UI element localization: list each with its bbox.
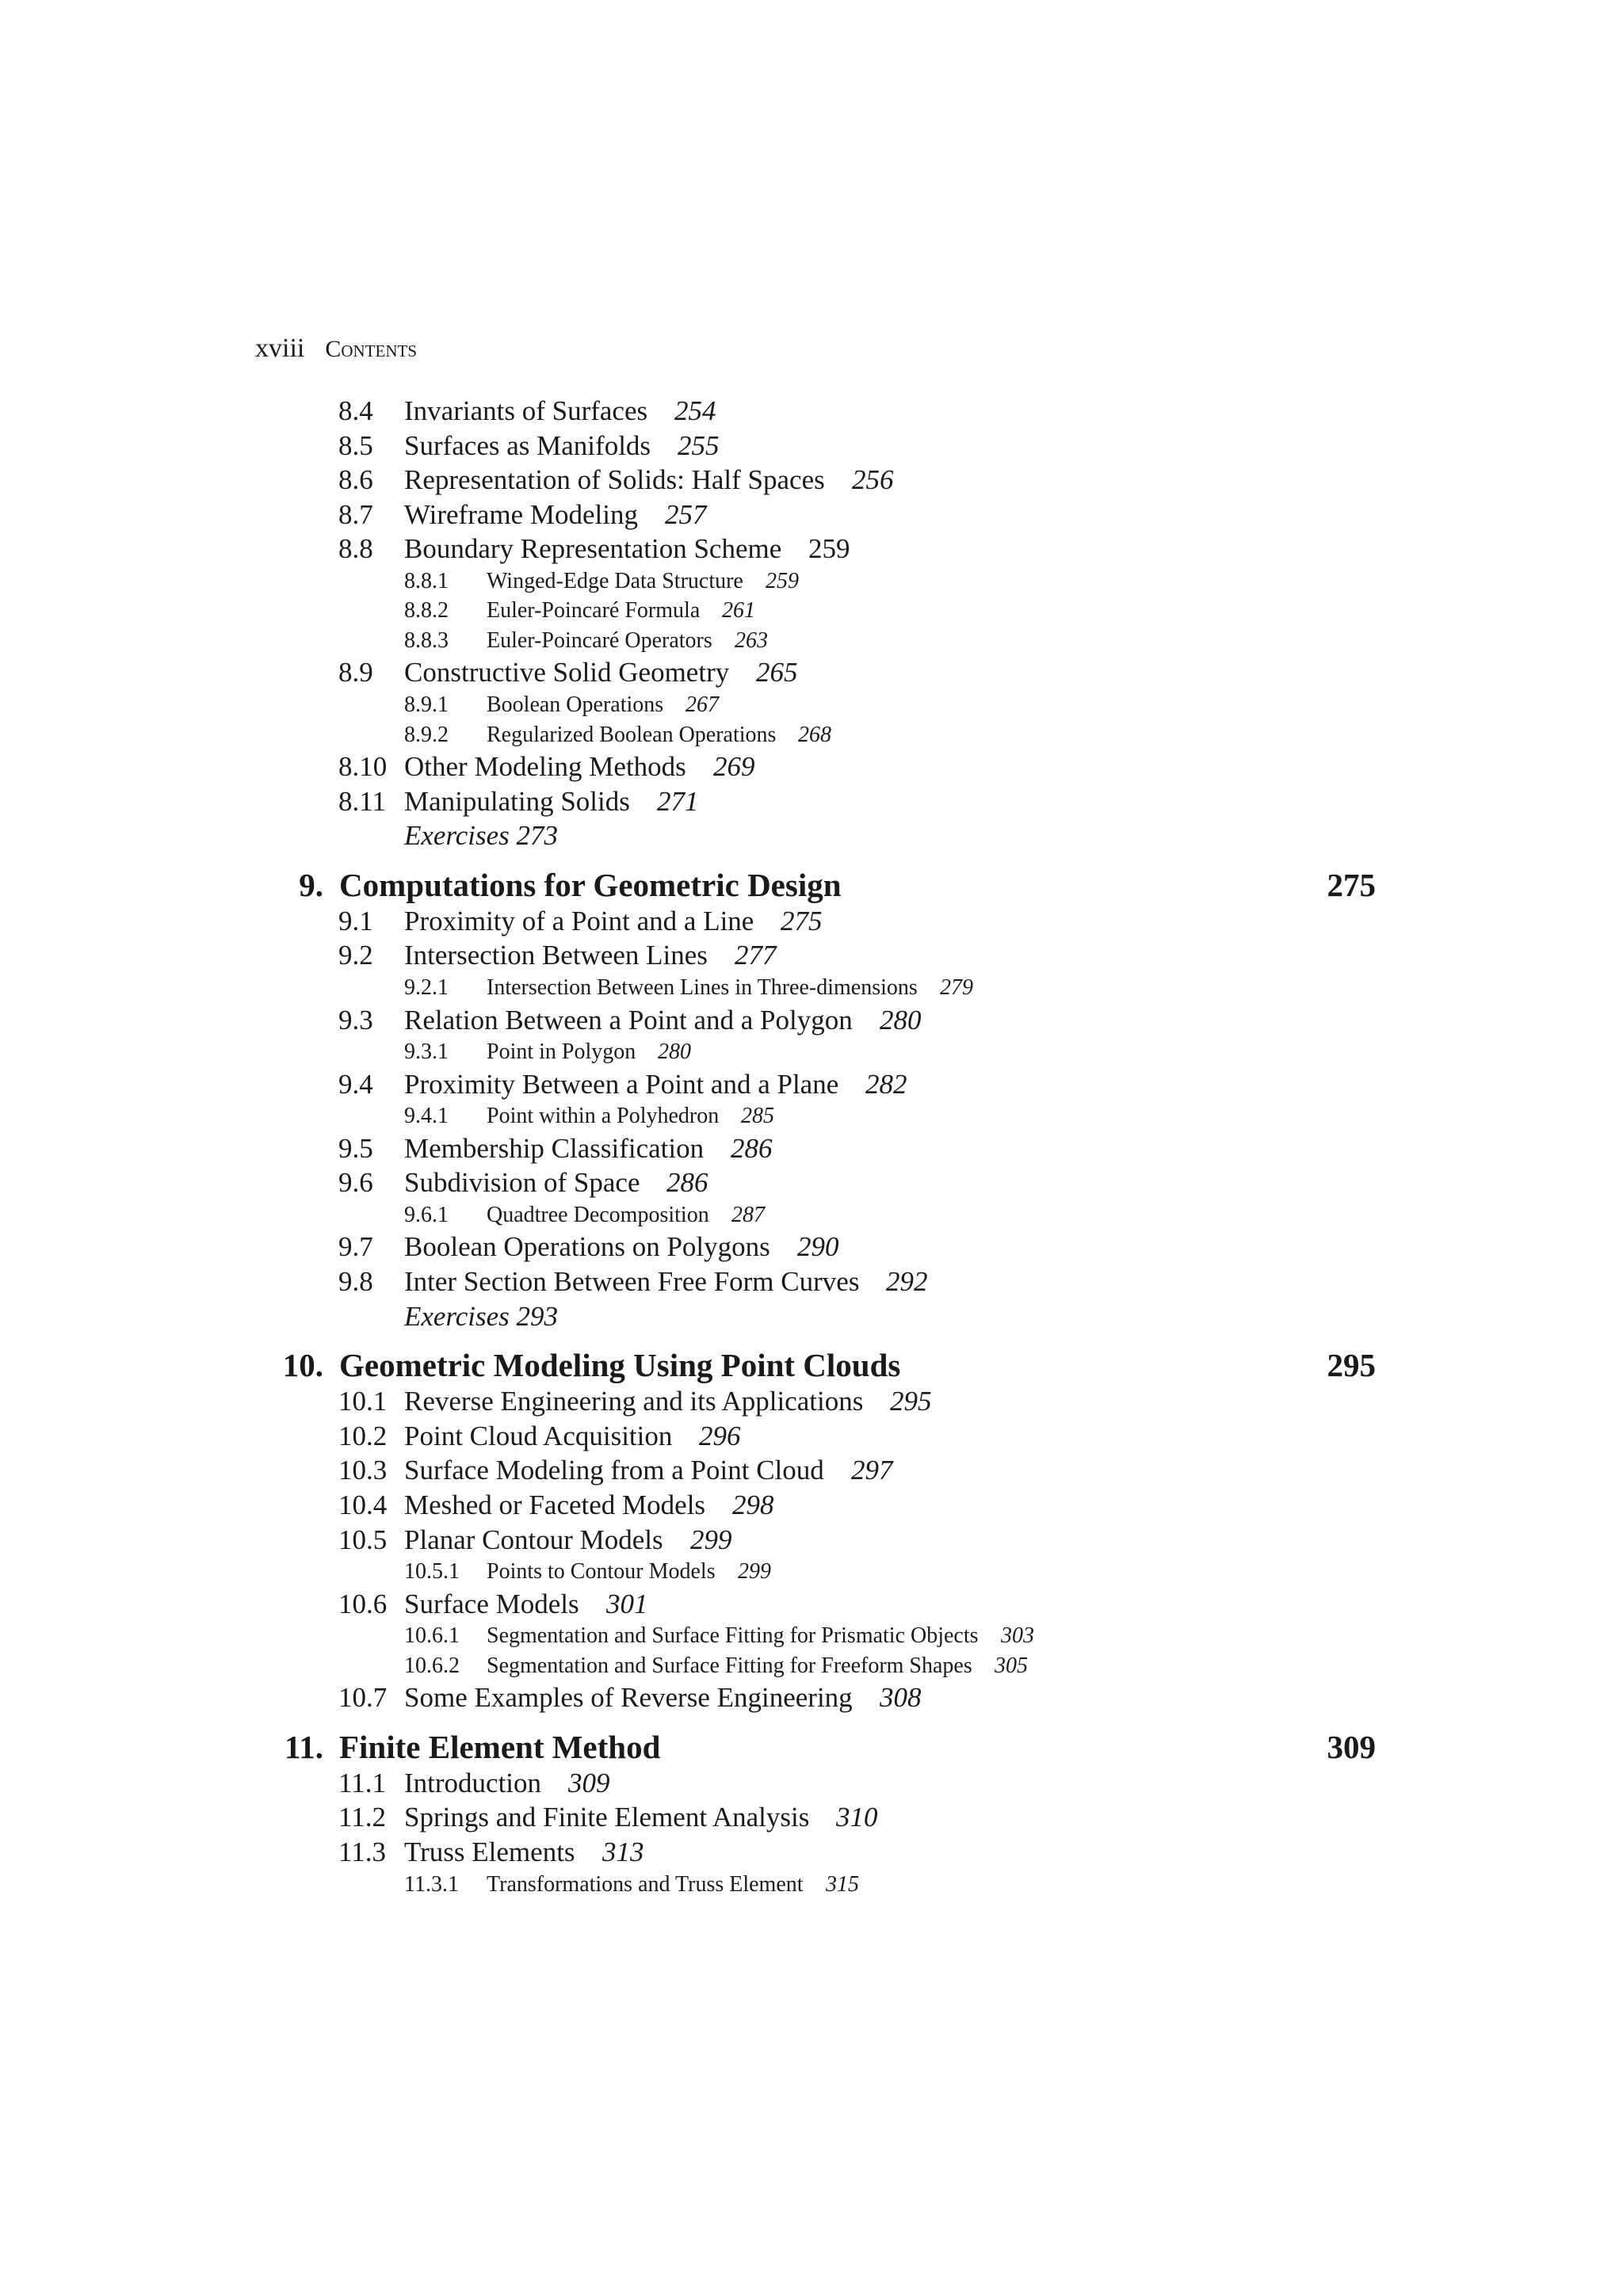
entry-number: 10.1 bbox=[338, 1386, 388, 1417]
toc-section bbox=[0, 1384, 1623, 1419]
entry-page: 282 bbox=[865, 1068, 907, 1100]
entry-page: 259 bbox=[766, 568, 799, 593]
toc-section bbox=[0, 498, 1623, 532]
entry-title: Intersection Between Lines bbox=[404, 940, 708, 971]
entry-title: Euler-Poincaré Formula bbox=[487, 598, 701, 624]
entry-number: 11.2 bbox=[338, 1802, 386, 1833]
entry-page: 268 bbox=[798, 722, 831, 747]
toc-subsection bbox=[0, 1621, 1623, 1651]
entry-page: 308 bbox=[880, 1682, 922, 1714]
entry-page: 313 bbox=[602, 1836, 644, 1868]
entry-page: 256 bbox=[852, 464, 894, 496]
entry-title: Some Examples of Reverse Engineering bbox=[404, 1682, 853, 1714]
entry-page: 279 bbox=[940, 975, 973, 1001]
entry-title: Boundary Representation Scheme bbox=[404, 533, 782, 565]
entry-title: Euler-Poincaré Operators bbox=[487, 627, 712, 653]
toc-section bbox=[0, 429, 1623, 463]
entry-number: 8.10 bbox=[338, 751, 388, 783]
entry-title: Boolean Operations bbox=[487, 692, 664, 718]
toc-section bbox=[0, 1680, 1623, 1715]
entry-page: 287 bbox=[731, 1202, 765, 1227]
entry-page: 269 bbox=[713, 751, 755, 783]
toc-chapter bbox=[0, 866, 1623, 904]
entry-page: 254 bbox=[674, 395, 716, 426]
entry-page: 309 bbox=[568, 1767, 610, 1798]
chapter-title: Geometric Modeling Using Point Clouds bbox=[339, 1347, 901, 1384]
chapter-page: 275 bbox=[1327, 866, 1376, 903]
entry-page: 265 bbox=[756, 657, 798, 688]
toc-subsection bbox=[0, 1557, 1623, 1587]
toc-subsection bbox=[0, 1870, 1623, 1900]
entry-number: 8.9 bbox=[338, 657, 373, 688]
toc-subsection bbox=[0, 720, 1623, 750]
entry-title: Segmentation and Surface Fitting for Freeform Shapes bbox=[487, 1653, 972, 1678]
entry-title: Inter Section Between Free Form Curves bbox=[404, 1266, 860, 1297]
entry-page: 290 bbox=[797, 1231, 839, 1263]
entry-page: 271 bbox=[657, 785, 699, 817]
entry-number: 10.6.1 bbox=[404, 1623, 460, 1649]
entry-page: 263 bbox=[735, 627, 768, 653]
entry-title: Meshed or Faceted Models bbox=[404, 1489, 706, 1520]
entry-page: 301 bbox=[606, 1588, 648, 1619]
toc-section bbox=[0, 1230, 1623, 1264]
toc-section bbox=[0, 1264, 1623, 1299]
toc-subsection bbox=[0, 626, 1623, 656]
toc-subsection bbox=[0, 1651, 1623, 1681]
entry-title: Wireframe Modeling bbox=[404, 498, 639, 530]
entry-page: 261 bbox=[722, 598, 755, 624]
entry-title: Other Modeling Methods bbox=[404, 751, 686, 783]
entry-page: 296 bbox=[699, 1420, 741, 1451]
chapter-number: 11. bbox=[285, 1728, 323, 1765]
entry-number: 8.9.1 bbox=[404, 692, 449, 718]
entry-number: 10.3 bbox=[338, 1455, 388, 1486]
toc-section bbox=[0, 749, 1623, 784]
entry-number: 10.7 bbox=[338, 1682, 388, 1714]
entry-number: 8.6 bbox=[338, 464, 373, 496]
toc-section bbox=[0, 784, 1623, 819]
entry-title: Invariants of Surfaces bbox=[404, 395, 648, 426]
entry-title: Proximity of a Point and a Line bbox=[404, 905, 754, 936]
entry-number: 9.4 bbox=[338, 1068, 373, 1100]
toc-section bbox=[0, 394, 1623, 429]
entry-page: 286 bbox=[731, 1132, 773, 1164]
toc-chapter bbox=[0, 1728, 1623, 1766]
toc-subsection bbox=[0, 1101, 1623, 1131]
toc-section bbox=[0, 938, 1623, 973]
entry-number: 9.2.1 bbox=[404, 975, 449, 1001]
entry-title: Point Cloud Acquisition bbox=[404, 1420, 673, 1451]
entry-title: Surfaces as Manifolds bbox=[404, 429, 651, 461]
entry-title: Winged-Edge Data Structure bbox=[487, 568, 743, 593]
entry-title: Quadtree Decomposition bbox=[487, 1202, 709, 1227]
chapter-page: 309 bbox=[1327, 1728, 1376, 1765]
entry-title: Truss Elements bbox=[404, 1836, 575, 1868]
toc-section bbox=[0, 1067, 1623, 1102]
toc-subsection bbox=[0, 566, 1623, 597]
entry-title: Springs and Finite Element Analysis bbox=[404, 1802, 810, 1833]
entry-number: 9.4.1 bbox=[404, 1104, 449, 1129]
entry-number: 9.3.1 bbox=[404, 1039, 449, 1065]
entry-page: 277 bbox=[735, 940, 777, 971]
toc-section bbox=[0, 1766, 1623, 1801]
running-head bbox=[255, 333, 417, 365]
toc-subsection bbox=[0, 973, 1623, 1003]
entry-number: 8.11 bbox=[338, 785, 386, 817]
entry-page: 315 bbox=[826, 1871, 859, 1897]
entry-number: 8.9.2 bbox=[404, 722, 449, 747]
entry-page: 267 bbox=[685, 692, 719, 718]
toc-section bbox=[0, 1835, 1623, 1870]
entry-title: Representation of Solids: Half Spaces bbox=[404, 464, 825, 496]
entry-title: Planar Contour Models bbox=[404, 1524, 663, 1555]
entry-page: 259 bbox=[808, 533, 850, 565]
toc-section bbox=[0, 1419, 1623, 1454]
table-of-contents bbox=[0, 394, 1623, 1899]
entry-number: 9.5 bbox=[338, 1132, 373, 1164]
entry-number: 8.8.2 bbox=[404, 598, 449, 624]
page-folio: xviii bbox=[255, 334, 305, 363]
running-head-title: Contents bbox=[325, 336, 418, 362]
entry-number: 8.7 bbox=[338, 498, 373, 530]
entry-page: 305 bbox=[995, 1653, 1028, 1678]
entry-title: Subdivision of Space bbox=[404, 1167, 640, 1199]
chapter-title: Finite Element Method bbox=[339, 1728, 661, 1765]
toc-subsection bbox=[0, 1200, 1623, 1230]
entry-page: 280 bbox=[880, 1004, 922, 1035]
toc-exercises bbox=[0, 1299, 1623, 1334]
entry-number: 9.6.1 bbox=[404, 1202, 449, 1227]
entry-title: Surface Models bbox=[404, 1588, 579, 1619]
entry-number: 11.3 bbox=[338, 1836, 386, 1868]
toc-section bbox=[0, 1003, 1623, 1038]
entry-title: Relation Between a Point and a Polygon bbox=[404, 1004, 853, 1035]
entry-number: 11.3.1 bbox=[404, 1871, 459, 1897]
entry-title: Surface Modeling from a Point Cloud bbox=[404, 1455, 824, 1486]
entry-number: 9.8 bbox=[338, 1266, 373, 1297]
entry-title: Point within a Polyhedron bbox=[487, 1104, 720, 1129]
chapter-number: 10. bbox=[282, 1347, 323, 1384]
entry-title: Manipulating Solids bbox=[404, 785, 630, 817]
entry-number: 10.6 bbox=[338, 1588, 388, 1619]
entry-page: 303 bbox=[1001, 1623, 1034, 1649]
entry-number: 9.1 bbox=[338, 905, 373, 936]
entry-title: Constructive Solid Geometry bbox=[404, 657, 730, 688]
entry-page: 295 bbox=[890, 1386, 932, 1417]
entry-number: 10.4 bbox=[338, 1489, 388, 1520]
toc-section bbox=[0, 904, 1623, 939]
toc-exercises bbox=[0, 818, 1623, 853]
entry-number: 8.4 bbox=[338, 395, 373, 426]
entry-title: Transformations and Truss Element bbox=[487, 1871, 804, 1897]
entry-title: Segmentation and Surface Fitting for Prismatic Objects bbox=[487, 1623, 979, 1649]
entry-title: Points to Contour Models bbox=[487, 1559, 716, 1585]
entry-title: Point in Polygon bbox=[487, 1039, 636, 1065]
entry-page: 285 bbox=[741, 1104, 774, 1129]
toc-section bbox=[0, 1131, 1623, 1166]
entry-number: 8.8.3 bbox=[404, 627, 449, 653]
toc-section bbox=[0, 1587, 1623, 1622]
entry-title: Introduction bbox=[404, 1767, 542, 1798]
entry-number: 10.5 bbox=[338, 1524, 388, 1555]
exercises-entry: Exercises 293 bbox=[404, 1300, 559, 1332]
entry-title: Reverse Engineering and its Applications bbox=[404, 1386, 864, 1417]
entry-number: 10.6.2 bbox=[404, 1653, 460, 1678]
toc-section bbox=[0, 1453, 1623, 1488]
entry-number: 8.8 bbox=[338, 533, 373, 565]
entry-number: 9.7 bbox=[338, 1231, 373, 1263]
entry-page: 298 bbox=[732, 1489, 774, 1520]
entry-page: 310 bbox=[836, 1802, 878, 1833]
entry-number: 10.2 bbox=[338, 1420, 388, 1451]
entry-number: 11.1 bbox=[338, 1767, 386, 1798]
entry-title: Intersection Between Lines in Three-dimensions bbox=[487, 975, 918, 1001]
toc-subsection bbox=[0, 1037, 1623, 1067]
entry-page: 257 bbox=[665, 498, 707, 530]
toc-section bbox=[0, 1800, 1623, 1835]
entry-page: 299 bbox=[738, 1559, 771, 1585]
entry-page: 275 bbox=[781, 905, 823, 936]
entry-title: Proximity Between a Point and a Plane bbox=[404, 1068, 839, 1100]
toc-subsection bbox=[0, 690, 1623, 720]
chapter-page: 295 bbox=[1327, 1347, 1376, 1384]
chapter-number: 9. bbox=[299, 866, 323, 903]
entry-page: 299 bbox=[690, 1524, 732, 1555]
entry-number: 9.3 bbox=[338, 1004, 373, 1035]
entry-title: Boolean Operations on Polygons bbox=[404, 1231, 770, 1263]
entry-number: 8.8.1 bbox=[404, 568, 449, 593]
toc-subsection bbox=[0, 596, 1623, 626]
entry-number: 9.2 bbox=[338, 940, 373, 971]
toc-section bbox=[0, 463, 1623, 498]
toc-section bbox=[0, 1165, 1623, 1200]
toc-section bbox=[0, 1523, 1623, 1558]
entry-title: Membership Classification bbox=[404, 1132, 705, 1164]
entry-number: 9.6 bbox=[338, 1167, 373, 1199]
chapter-title: Computations for Geometric Design bbox=[339, 866, 842, 903]
exercises-entry: Exercises 273 bbox=[404, 820, 559, 852]
entry-title: Regularized Boolean Operations bbox=[487, 722, 777, 747]
entry-number: 8.5 bbox=[338, 429, 373, 461]
entry-page: 297 bbox=[851, 1455, 893, 1486]
entry-page: 292 bbox=[886, 1266, 928, 1297]
entry-page: 286 bbox=[666, 1167, 708, 1199]
toc-section bbox=[0, 655, 1623, 690]
toc-section bbox=[0, 532, 1623, 566]
entry-number: 10.5.1 bbox=[404, 1559, 460, 1585]
toc-chapter bbox=[0, 1346, 1623, 1384]
entry-page: 255 bbox=[678, 429, 720, 461]
entry-page: 280 bbox=[658, 1039, 691, 1065]
toc-section bbox=[0, 1488, 1623, 1523]
